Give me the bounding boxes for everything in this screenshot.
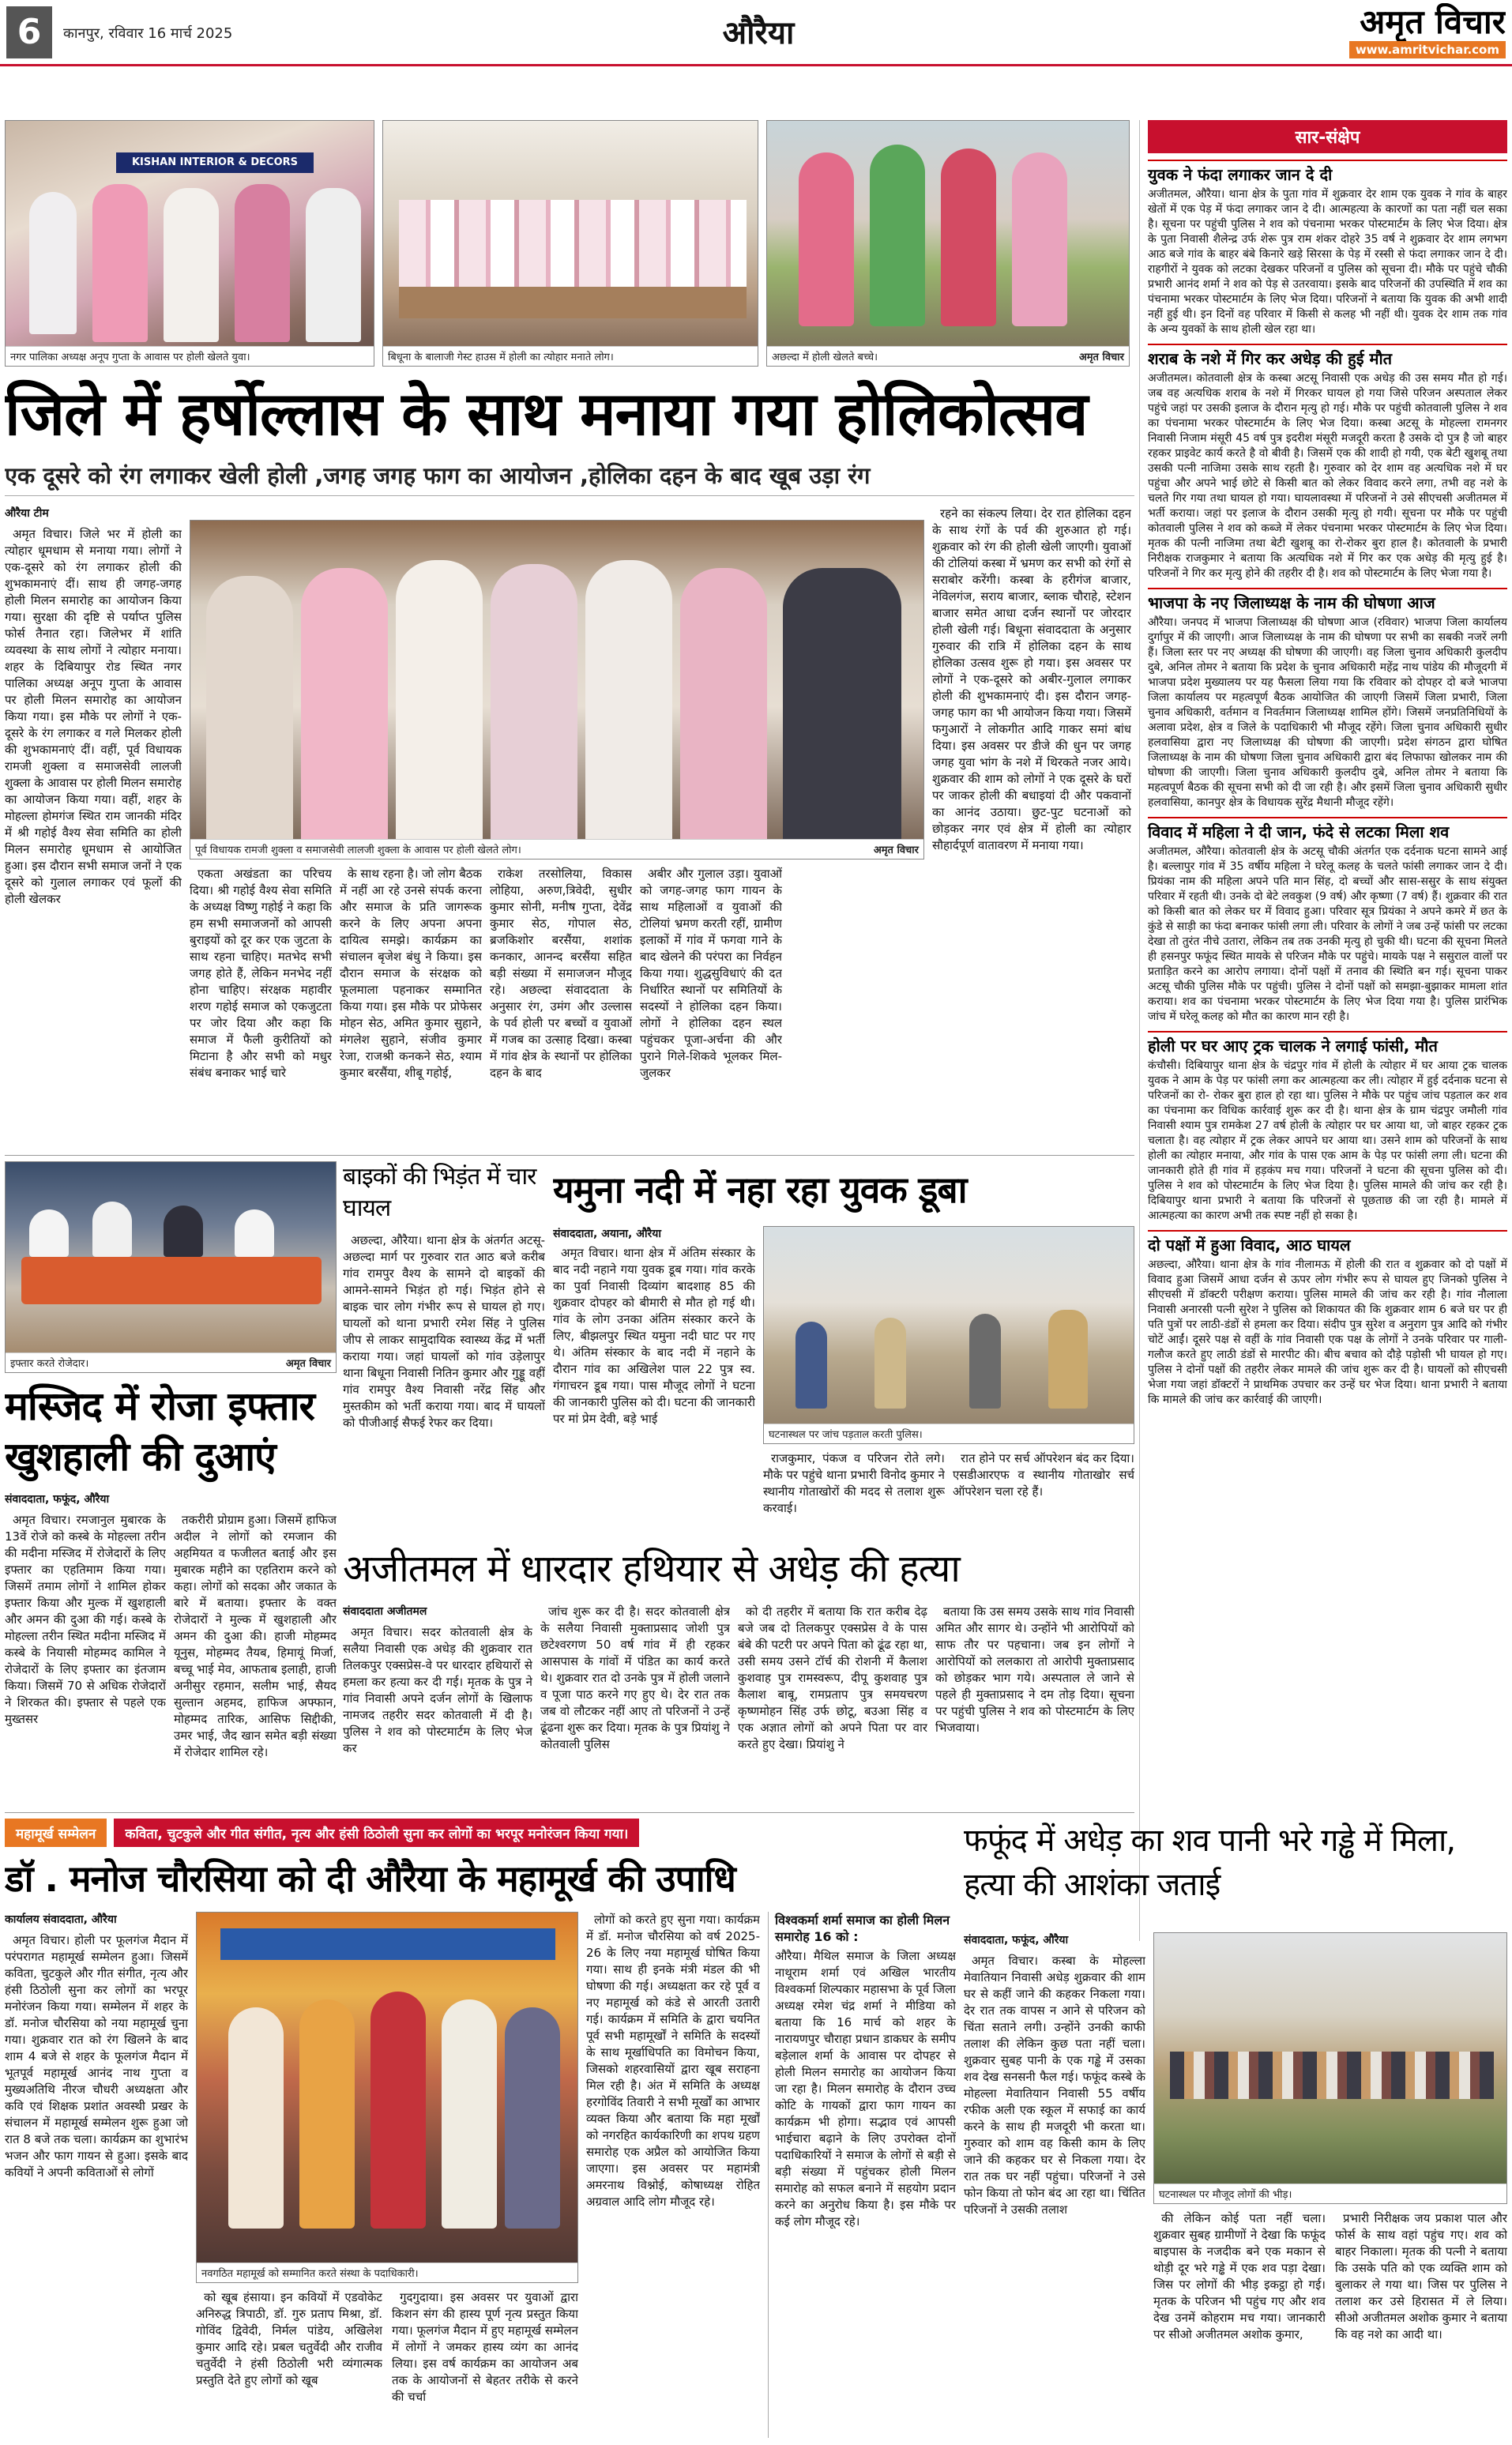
shop-sign: KISHAN INTERIOR & DECORS xyxy=(116,152,314,173)
murder-headline: अजीतमल में धारदार हथियार से अधेड़ की हत्या xyxy=(343,1547,960,1591)
photo-caption: घटनास्थल पर मौजूद लोगों की भीड़। xyxy=(1154,2184,1506,2203)
yamuna-col-1: अमृत विचार। थाना क्षेत्र में अंतिम संस्कार के बाद नदी नहाने गया युवक डूब गया। गांव करके का पुर्वा निवासी दिव्यांग बादशाह 85 की शुक्रवार दोपहर को बीमारी से मौत हो गई थी। गांव के लोग उनका अंतिम संस्कार करने के लिए, बीझलपुर स्थित यमुना नदी घाट पर गए थे। अंतिम संस्कार के बाद नदी में नहाने के दौरान गांव का अखिलेश पाल 22 पुत्र स्व. गंगाचरन डूब गया। पास मौजूद लोगों ने घटना की जानकारी पुलिस को दी। घटना की जानकारी पर मां प्रेम देवी, बड़े भाई xyxy=(553,1246,755,1426)
brand-url: www.amritvichar.com xyxy=(1349,41,1506,58)
murder-col-4: बताया कि उस समय उसके साथ गांव निवासी अमित और सागर थे। उन्होंने भी आरोपियों को साफ तौर पर पहचाना। जब इन लोगों ने आरोपियों को ललकारा तो आरोपी मुक्ताप्रसाद को छोड़कर भाग गये। अस्पताल ले जाने से पहले ही मुक्ताप्रसाद ने दम तोड़ दिया। सूचना पर पहुंची पुलिस ने शव को पोस्टमार्टम के लिए भिजवाया। xyxy=(935,1604,1134,1735)
photo-achhalda-children xyxy=(766,120,1130,367)
brief-headline: भाजपा के नए जिलाध्यक्ष के नाम की घोषणा आज xyxy=(1148,588,1507,612)
brief-body: औरैया। जनपद में भाजपा जिलाध्यक्ष की घोषणा आज (रविवार) भाजपा जिला कार्यालय दुर्गापुर में की जाएगी। आज जिलाध्यक्ष के नाम की घोषणा पर सभी का सबकी नजरें लगी हैं। जिला स्तर पर नए अध्यक्ष की घोषणा की जाएगी। वह जिला चुनाव अधिकारी कुलदीप दुबे, अनिल तोमर ने बताया कि प्रदेश के चुनाव अधिकारी महेंद्र नाथ पांडेय की मौजूदगी में भाजपा प्रदेश मुख्यालय पर यह फैसला लिया गया कि रविवार को दोपहर दो बजे भाजपा जिला कार्यालय पर महत्वपूर्ण बैठक आयोजित की जाएगी जिसमें जिला प्रभारी, जिला चुनाव अधिकारी, वर्तमान व निवर्तमान जिलाध्यक्ष शामिल होंगे। जिसमें जनप्रतिनिधियों के अलावा प्रदेश, क्षेत्र व जिले के पदाधिकारी भी मौजूद रहेंगे। जिला चुनाव अधिकारी सुधीर हलवासिया द्वारा नए जिलाध्यक्ष की घोषणा की जाएगी। प्रदेश संगठन द्वारा घोषित जिलाध्यक्ष के नाम की घोषणा जिला चुनाव अधिकारी द्वारा बंद लिफाफा खोलकर नाम की घोषणा की जाएगी। जिला चुनाव अधिकारी कुलदीप दुबे, अनिल तोमर ने बताया कि महत्वपूर्ण बैठक की सूचना सभी को दी जा रही है। और इसमें जिला चुनाव अधिकारी सुधीर हलवासिया, कानपुर क्षेत्र के विधायक सुरेंद्र मैथानी मौजूद रहेंगे। xyxy=(1148,616,1507,809)
divider xyxy=(5,1155,1134,1156)
phaphund-dateline: संवाददाता, फफूंद, औरैया xyxy=(964,1934,1069,1947)
phaphund-col-2: की लेकिन कोई पता नहीं चला। शुक्रवार सुबह ग्रामीणों ने देखा कि फफूंद बाइपास के नजदीक बने एक मकान से थोड़ी दूर भरे गड्ढे में एक शव पड़ा देखा। जिस पर लोगों की भीड़ इकट्ठा हो गई। मृतक के परिजन भी पहुंच गए और शव देख उनमें कोहराम मच गया। जानकारी पर सीओ अजीतमल अशोक कुमार, xyxy=(1153,2211,1326,2342)
brief-body: अजीतमल, औरैया। थाना क्षेत्र के पुता गांव में शुक्रवार देर शाम एक युवक ने गांव के बाहर खेतों में एक पेड़ में फंदा लगाकर जान दे दी। आत्महत्या के कारणों का पता नहीं चल सका है। सूचना पर पहुंची पुलिस ने शव को पंचनामा भरकर पोस्टमार्टम के लिए भेज दिया। क्षेत्र के पुता निवासी शैलेन्द्र उर्फ शेरू पुत्र राम शंकर दोहरे 35 वर्ष ने शुक्रवार देर शाम लगभग आठ बजे गांव के बाहर बंबे किनारे खड़े सिरसा के पेड़ में रस्सी से फंदा लगाकर जान दे दी। राहगीरों ने युवक को लटका देखकर परिजनों व पुलिस को सूचना दी। मौके पर पहुंचे चौकी प्रभारी आनंद शर्मा ने शव को पेड़ से उतरवाया। इसके बाद परिजनों की उपस्थिति में शव का पंचनामा भरकर पोस्टमार्टम के लिए भेज दिया। परिजनों ने बताया कि युवक की अभी शादी नहीं हुई थी। इन दिनों वह परिवार में किसी से कलह भी नहीं थी। युवक देर शाम तक गांव के अन्य युवकों के साथ होली खेल रहा था। xyxy=(1148,188,1507,336)
main-subhead: एक दूसरे को रंग लगाकर खेली होली ,जगह जगह फाग का आयोजन ,होलिका दहन के बाद खूब उड़ा रंग xyxy=(5,460,1134,496)
iftar-headline: मस्जिद में रोजा इफ्तार खुशहाली की दुआएं xyxy=(5,1383,314,1480)
main-col-4: राकेश तरसोलिया, विकास लोहिया, अरुण,त्रिवेदी, सुधीर कुमार सोनी, मनीष गुप्ता, देवेंद्र कुमार सेठ, गोपाल सेठ, ब्रजकिशोर बरसैंया, शशांक कनकार, आनन्द बरसैंया सहित बड़ी संख्या में समाजजन मौजूद रहे। अछल्दा संवाददाता के अनुसार रंग, उमंग और उल्लास के पर्व होली पर बच्चों व युवाओं में गजब का उत्साह दिखा। कस्बा में गांव क्षेत्र के स्थानों पर होलिका दहन के बाद xyxy=(490,867,632,1080)
brief-headline: शराब के नशे में गिर कर अधेड़ की हुई मौत xyxy=(1148,344,1507,368)
brief-item xyxy=(1148,344,1507,581)
main-headline: जिले में हर्षोल्लास के साथ मनाया गया होलिकोत्सव xyxy=(5,378,1088,449)
kicker-bar xyxy=(5,1819,956,1847)
main-byline: औरैया टीम xyxy=(5,507,49,520)
brief-item xyxy=(1148,160,1507,337)
brief-item xyxy=(1148,1031,1507,1224)
photo-phaphund xyxy=(1153,1932,1507,2204)
photo-caption xyxy=(190,839,923,859)
page-number: 6 xyxy=(6,6,52,58)
bike-text: अछल्दा, औरैया। थाना क्षेत्र के अंतर्गत अटसू-अछल्दा मार्ग पर गुरुवार रात आठ बजे करीब गांव रामपुर वैश्य के सामने दो बाइकों की आमने-सामने भिड़ंत हो गई। भिड़ंत होने से बाइक चार लोग गंभीर रूप से घायल हो गए। घायलों को थाना प्रभारी रमेश सिंह ने पुलिस जीप से लाकर सामुदायिक स्वास्थ्य केंद्र में भर्ती कराया गया। जहां घायलों को गांव उड़ेलापुर थाना बिधूना निवासी नितिन कुमार और गुड्डू वहीं गांव रामपुर वैश्य निवासी नरेंद्र सिंह और मुस्तकीम को भर्ती कराया गया। बाद में घायलों को पीजीआई सैफई रेफर कर दिया। xyxy=(343,1233,545,1430)
photo-yamuna xyxy=(763,1226,1134,1444)
date-line: कानपुर, रविवार 16 मार्च 2025 xyxy=(63,25,233,42)
photo-credit: अमृत विचार xyxy=(873,844,919,856)
phaphund-headline: फफूंद में अधेड़ का शव पानी भरे गड्ढे में मिला, हत्या की आशंका जताई xyxy=(964,1822,1456,1903)
main-col-5: अबीर और गुलाल उड़ा। युवाओं को जगह-जगह फाग गायन के साथ महिलाओं व युवाओं की टोलियां भ्रमण करती रहीं, ग्रामीण इलाकों में गांव में फगवा गाने के बाद खेलने की परंपरा का निर्वहन किया गया। शुद्धसुविधाएं की दत निर्धारित स्थानों पर समितियों के सदस्यों ने होलिका दहन किया। लोगों ने होलिका दहन स्थल पहुंचकर पूजा-अर्चना की और पुराने गिले-शिकवे भूलकर मिल-जुलकर xyxy=(640,867,782,1080)
section-title: औरैया xyxy=(722,15,795,51)
main-col-3: के साथ रहना है। जो लोग बैठक में नहीं आ रहे उनसे संपर्क करना और समाज के प्रति जागरूक करने के लिए अपना अपना दायित्व समझे। कार्यक्रम का संचालन बृजेश बंधु ने किया। इस दौरान समाज के संरक्षक को फूलमाला पहनाकर सम्मानित किया गया। इस मौके पर प्रोफेसर मोहन सेठ, अमित कुमार सुहाने, मंगलेश सुहाने, संजीव कुमार रेजा, राजश्री कनकने सेठ, श्याम कुमार बरसैंया, शीबू गहोई, xyxy=(340,867,482,1080)
brief-item xyxy=(1148,817,1507,1025)
brief-body: कंचौसी। दिबियापुर थाना क्षेत्र के चंद्रपुर गांव में होली के त्योहार में घर आया ट्रक चालक युवक ने आम के पेड़ पर फांसी लगा कर आत्महत्या कर ली। त्योहार में हुई दर्दनाक घटना से परिजनों का रो- रोकर बुरा हाल हो रहा था। पुलिस ने मौके पर पहुंच जांच पड़ताल कर शव का पंचनामा कर विधिक कार्रवाई शुरू कर दी है। थाना क्षेत्र के ग्राम चंद्रपुर जमौली गांव निवासी श्याम पुत्र रामकेश 27 वर्ष होली के त्योहार पर घर आया था, जो बाहर रहकर ट्रक चलाता है। वह त्योहार में ट्रक लेकर आपने घर आया था। उसने शाम को परिजनों के साथ होली का त्योहार मनाया, और गांव के पास एक आम के पेड़ पर फांसी लगा ली। घटना की जानकारी होते ही गांव में हड़कंप मच गया। परिजनों ने घटना की सूचना पुलिस को दी। पुलिस ने शव को पोस्टमार्टम के लिए भेज दिया है। पुलिस मामले की जांच कर रही है। दिबियापुर थाना प्रभारी ने बताया कि परिजनों से पूछताछ की जा रही है। मामले में आत्महत्या का कारण अभी तक स्पष्ट नहीं हो सका है। xyxy=(1148,1059,1507,1222)
main-col-1: अमृत विचार। जिले भर में होली का त्योहार धूमधाम से मनाया गया। लोगों ने एक-दूसरे को रंग लगाकर होली की शुभकामनाएं दीं। साथ ही जगह-जगह होली मिलन समारोह का आयोजन किया गया। सुरक्षा की दृष्टि से पर्याप्त पुलिस फोर्स तैनात रहा। जिलेभर में शांति व्यवस्था के साथ लोगों ने त्योहार मनाया। शहर के दिबियापुर रोड स्थित नगर पालिका अध्यक्ष अनूप गुप्ता के आवास पर होली मिलन समारोह का आयोजन किया गया। इस मौके पर लोगों ने एक-दूसरे के रंग लगाकर व गले मिलकर होली की शुभकामनाएं दीं। वहीं, पूर्व विधायक रामजी शुक्ला व समाजसेवी लालजी शुक्ला के आवास पर होली मिलन समारोह का आयोजन किया गया। वहीं, शहर के मोहल्ला होमगंज स्थित राम जानकी मंदिर में श्री गहोई वैश्य सेवा समिति का होली मिलन समारोह धूमधाम से आयोजित हुआ। इस दौरान सभी समाज जनों ने एक दूसरे को गुलाल लगाकर एवं फूलों की होली खेलकर xyxy=(5,527,182,906)
bike-headline: बाइकों की भिड़ंत में चार घायल xyxy=(343,1163,536,1222)
iftar-dateline: संवाददाता, फफूंद, औरैया xyxy=(5,1493,110,1506)
kicker-label: महामूर्ख सम्मेलन xyxy=(5,1819,107,1847)
kavi-dateline: कार्यालय संवाददाता, औरैया xyxy=(5,1913,117,1926)
phaphund-col-1: अमृत विचार। कस्बा के मोहल्ला मेवातियान निवासी अधेड़ शुक्रवार की शाम घर से कहीं जाने की कहकर निकला गया। देर रात तक वापस न आने से परिजन को चिंता सताने लगी। उन्होंने उनकी काफी तलाश की लेकिन कुछ पता नहीं चला। शुक्रवार सुबह पानी के एक गड्ढे में उसका शव देख सनसनी फैल गई। फफूंद कस्बे के मोहल्ला मेवातियान निवासी 55 वर्षीय रफीक अली एक स्कूल में सफाई का कार्य करने के साथ ही मजदूरी भी करता था। गुरुवार को शाम वह किसी काम के लिए जाने की कहकर घर से निकला गया। देर रात तक घर नहीं पहुंचा। परिजनों ने उसे फोन किया तो फोन बंद आ रहा था। चिंतित परिजनों ने उसकी तलाश xyxy=(964,1954,1145,2217)
brand-name: अमृत विचार xyxy=(1360,3,1506,41)
brief-body: अछल्दा, औरैया। थाना क्षेत्र के गांव नीलामऊ में होली की रात व शुक्रवार को दो पक्षों में विवाद हुआ जिसमें आधा दर्जन से ऊपर लोग गंभीर रूप से घायल हुए जिनको पुलिस ने सीएचसी में डॉक्टरी परीक्षण कराया। पुलिस मामले की जांच कर रही है। गांव नौलाला निवासी अनारसी पत्नी सुरेश ने पुलिस को शिकायत की कि शुक्रवार शाम 6 बजे घर पर ही पति पुत्रों पर लाठी-डंडों से हमला कर दिया। संदीप पुत्र सुरेश व अनुराग पुत्र आदि को गंभीर चोटें आईं। दूसरे पक्ष से वहीं के गांव निवासी एक पक्ष के लोगों ने उनके परिवार पर गाली-गलौज करते हुए लाठी डंडों से मारपीट की। बीच बचाव को दौड़े पड़ोसी भी घायल हो गए। पुलिस ने दोनों पक्षों की तहरीर लेकर मामले की जांच शुरू कर दी है। घायलों को सीएचसी भेजा गया जहां डॉक्टरों ने प्राथमिक उपचार कर उन्हें घर भेज दिया। थाना प्रभारी ने बताया कि मामले की जांच कर कार्रवाई की जाएगी। xyxy=(1148,1258,1507,1406)
photo-caption: नगर पालिका अध्यक्ष अनूप गुप्ता के आवास पर होली खेलते युवा। xyxy=(6,346,374,366)
photo-credit: अमृत विचार xyxy=(1078,352,1124,363)
main-col-2: एकता अखंडता का परिचय दिया। श्री गहोई वैश्य सेवा समिति के अध्यक्ष विष्णु गहोई ने कहा कि हम सभी समाजजनों को आपसी बुराइयों को दूर कर एक जुटता के साथ रहना चाहिए। मतभेद सभी जगह होते हैं, लेकिन मनभेद नहीं होना चाहिए। संरक्षक महावीर शरण गहोई समाज को एकजुटता पर जोर दिया और कहा कि समाज में फैली कुरीतियों को मिटाना है और सभी को मधुर संबंध बनाकर भाई चारे xyxy=(190,867,332,1080)
kicker-text: कविता, चुटकुले और गीत संगीत, नृत्य और हंसी ठिठोली सुना कर लोगों का भरपूर मनोरंजन किया गया। xyxy=(114,1819,639,1847)
brief-headline: दो पक्षों में हुआ विवाद, आठ घायल xyxy=(1148,1230,1507,1254)
kavi-col-1: अमृत विचार। होली पर फूलगंज मैदान में परंपरागत महामूर्ख सम्मेलन हुआ। जिसमें कविता, चुटकुले और गीत संगीत, नृत्य और हंसी ठिठोली सुना कर लोगों का भरपूर मनोरंजन किया गया। सम्मेलन में शहर के डॉ. मनोज चौरसिया को नया महामूर्ख चुना गया। शुक्रवार रात को रंग खिलने के बाद शाम 4 बजे से शहर के फूलगंज मैदान में भूतपूर्व महामूर्ख आनंद नाथ गुप्ता व मुख्यअतिथि नीरज चौधरी अध्यक्षता और कवि एवं शिक्षक प्रशांत अवस्थी प्रखर के संचालन में महामूर्ख सम्मेलन शुरू हुआ जो रात 8 बजे तक चला। कार्यक्रम का शुभारंभ भजन और फाग गायन से हुआ। इसके बाद कवियों ने अपनी कविताओं से लोगों xyxy=(5,1933,188,2180)
sidebar-title: सार-संक्षेप xyxy=(1148,120,1507,153)
kavi-col-3: गुदगुदाया। इस अवसर पर युवाओं द्वारा किशन संग की हास्य पूर्ण नृत्य प्रस्तुत किया गया। फूलगंज मैदान में हुए महामूर्ख सम्मेलन में लोगों ने जमकर हास्य व्यंग का आनंद लिया। इस वर्ष कार्यक्रम का आयोजन अब तक के आयोजनों से बेहतर तरीके से करने की चर्चा xyxy=(392,2290,578,2404)
photo-caption: घटनास्थल पर जांच पड़ताल करती पुलिस। xyxy=(764,1424,1134,1443)
murder-dateline: संवाददाता अजीतमल xyxy=(343,1605,427,1618)
sidebar-briefs xyxy=(1139,120,1507,1941)
photo-credit: अमृत विचार xyxy=(285,1358,331,1370)
photo-mahamurkh xyxy=(196,1912,578,2283)
brief-headline: विवाद में महिला ने दी जान, फंदे से लटका मिला शव xyxy=(1148,817,1507,841)
brief-headline: होली पर घर आए ट्रक चालक ने लगाई फांसी, मौत xyxy=(1148,1031,1507,1055)
iftar-col-1: अमृत विचार। रमजानुल मुबारक के 13वें रोजे को कस्बे के मोहल्ला तरीन की मदीना मस्जिद में रोजेदारों के लिए इफ्तार का एहतिमाम किया गया। जिसमें तमाम लोगों ने शामिल होकर इफ्तार किया और मुल्क में खुशहाली और अमन की दुआ की गई। कस्बे के मोहल्ला तरीन स्थित मदीना मस्जिद में कस्बे के नियासी मोहम्मद कामिल ने रोजेदारों के लिए इफ्तार का इंतजाम किया। जिसमें 70 से अधिक रोजेदारों ने शिरकत की। इफ्तार से पहले एक मुख्तसर xyxy=(5,1513,166,1726)
caption-text: अछल्दा में होली खेलते बच्चे। xyxy=(772,352,878,363)
kavi-headline: डॉ . मनोज चौरसिया को दी औरैया के महामूर्ख की उपाधि xyxy=(5,1857,735,1900)
phaphund-col-3: प्रभारी निरीक्षक जय प्रकाश पाल और फोर्स के साथ वहां पहुंच गए। शव को बाहर निकाला। मृतक की पत्नी ने बताया कि उसके पति को एक व्यक्ति शाम को बुलाकर ले गया था। जिस पर पुलिस ने तलाश कर उसे हिरासत में ले लिया। सीओ अजीतमल अशोक कुमार ने बताया कि वह नशे का आदी था। xyxy=(1335,2211,1507,2342)
brief-body: अजीतमल। कोतवाली क्षेत्र के कस्बा अटसू निवासी एक अधेड़ की उस समय मौत हो गई। जब वह अत्यधिक शराब के नशे में गिरकर घायल हो गया जिसे परिजन अस्पताल लेकर पहुंचे जहां पर उसकी इलाज के दौरान मृत्यु हो गई। मौके पर पहुंची कोतवाली पुलिस ने शव का पंचनामा भरकर पोस्टमार्टम के लिए भेज दिया। कस्बा अटसू के मोहल्ला रामनगर निवासी निजाम मंसूरी 45 वर्ष पुत्र इदरीश मंसूरी मजदूरी करता है उसके दो पुत्र है जो बाहर रहकर प्राइवेट कार्य करते है वो बीवी है। जिसमें एक की शादी हो गयी, एक बेटी खुशबू तथा उसकी पत्नी नाजिमा उसके साथ रहती है। गुरुवार को देर शाम वह अत्यधिक नशे में घर पहुंचा और अपने भाई छोटे से किसी बात को लेकर विवाद करने लगा, तभी वह नशे के चलते गिर गया तथा घायल हो गया। घायलावस्था में परिजनों ने उसे सीएचसी अजीतमल में भर्ती कराया। जहां पर इलाज के दौरान उसकी मृत्यु हो गयी। सूचना पर मौके पर पहुंची कोतवाली पुलिस ने शव को कब्जे में लेकर पंचनामा भरकर पोस्टमार्टम के लिए भेज दिया। मृतक की पत्नी नाजिमा तथा बेटी खुशबू का रो-रोकर बुरा हाल है। कोतवाली के प्रभारी निरीक्षक राजकुमार ने बताया कि अत्यधिक नशे में गिर कर एक अधेड़ की मृत्यु हुई है। परिजनों ने गिर कर मृत्यु होने की तहरीर दी है। शव को पोस्टमार्टम के लिए भेजा गया है। xyxy=(1148,372,1507,580)
brief-body: अजीतमल, औरैया। कोतवाली क्षेत्र के अटसू चौकी अंतर्गत एक दर्दनाक घटना सामने आई है। बल्लापुर गांव में 35 वर्षीय महिला ने घरेलू कलह के चलते फांसी लगाकर जान दे दी। प्रियंका नाम की महिला अपने पति मान सिंह, दो बच्चों और सास-ससुर के साथ संयुक्त परिवार में रहती थी। उनके दो बेटे लवकुश (9 वर्ष) और कृष्णा (7 वर्ष) हैं। शुक्रवार की रात को किसी बात को लेकर घर में विवाद हुआ। परिवार सूत्र प्रियंका ने अपने कमरे में छत के कुंडे से साड़ी का फंदा बनाकर फांसी लगा ली। परिवार के लोगों ने जब उन्हें फांसी पर लटका देखा तो तुरंत नीचे उतारा, लेकिन तब तक उनकी मृत्यु हो चुकी थी। घटना की सूचना मिलते ही हसनपुर फफूंद स्थित मायके से परिजन मौके पर पहुंचे। मायके पक्ष ने ससुराल वालों पर प्रताड़ित करने का आरोप लगाया। दोनों पक्षों में तनाव की स्थिति बन गई। सूचना पाकर अटसू चौकी पुलिस मौके पर पहुंची। पुलिस ने दोनों पक्षों को समझा-बुझाकर मामला शांत कराया। शव का पंचनामा भरकर पोस्टमार्टम के लिए भेज दिया गया है। पुलिस प्रारंभिक जांच में घरेलू कलह को मौत का कारण मान रही है। xyxy=(1148,845,1507,1023)
murder-col-1: अमृत विचार। सदर कोतवाली क्षेत्र के सलैया निवासी एक अधेड़ की शुक्रवार रात तिलकपुर एक्सप्रेस-वे पर धारदार हथियारों से हमला कर हत्या कर दी गई। मृतक के पुत्र ने गांव निवासी अपने दर्जन लोगों के खिलाफ नामजद तहरीर सदर कोतवाली में दी है। पुलिस ने शव को पोस्टमार्टम के लिए भेज कर xyxy=(343,1625,532,1755)
photo-nagar-palika xyxy=(5,120,374,367)
caption-text: पूर्व विधायक रामजी शुक्ला व समाजसेवी लालजी शुक्ला के आवास पर होली खेलते लोग। xyxy=(195,844,521,856)
photo-iftar xyxy=(5,1161,337,1373)
yamuna-headline: यमुना नदी में नहा रहा युवक डूबा xyxy=(553,1168,967,1211)
photo-bidhuna-guest-house xyxy=(382,120,758,367)
photo-caption xyxy=(6,1352,336,1372)
murder-col-2: जांच शुरू कर दी है। सदर कोतवाली क्षेत्र के सलैया निवासी मुक्ताप्रसाद जोशी पुत्र छटेश्वरगण 50 वर्ष गांव में ही रहकर आसपास के गांवों में पंडित का कार्य करते थे। शुक्रवार रात दो उनके पुत्र में होली जलाने व पूजा पाठ करने गए हुए थे। देर रात तक जब वो लौटकर नहीं आए तो परिजनों ने उन्हें ढूंढना शुरू कर दिया। मृतक के पुत्र प्रियांशु ने कोतवाली पुलिस xyxy=(540,1604,730,1751)
photo-caption xyxy=(767,346,1129,366)
divider xyxy=(5,1812,1134,1813)
brief-item xyxy=(1148,1230,1507,1408)
yamuna-col-3: रात होने पर सर्च ऑपरेशन बंद कर दिया। एसडीआरएफ व स्थानीय गोताखोर सर्च ऑपरेशन चला रहे हैं। xyxy=(953,1451,1134,1499)
vishwakarma-box xyxy=(768,1912,956,2438)
brief-headline: युवक ने फंदा लगाकर जान दे दी xyxy=(1148,160,1507,184)
iftar-col-2: तकरीरी प्रोग्राम हुआ। जिसमें हाफिज अदील ने लोगों को रमजान की अहमियत व फजीलत बताई और इस मुबारक महीने का एहतिराम करने को कहा। लोगों को सदका और जकात के बारे में बताया। इफ्तार के वक्त रोजेदारों ने मुल्क में खुशहाली और अमन की दुआ की। हाजी मोहम्मद यूनुस, मोहम्मद तैयब, हिमायूं मिर्जा, बच्चू भाई मेव, आफताब इलाही, हाजी अनीसुर रहमान, सलीम भाई, सैयद सुल्तान अहमद, हाफिज अफ्फान, मोहम्मद तारिक, आसिफ सिद्दीकी, उमर भाई, जैद खान समेत बड़ी संख्या में रोजेदार शामिल रहे। xyxy=(174,1513,337,1759)
masthead xyxy=(0,0,1512,66)
kavi-col-4: लोगों को करते हुए सुना गया। कार्यक्रम में डॉ. मनोज चौरसिया को वर्ष 2025-26 के लिए नया महामूर्ख घोषित किया गया। साथ ही इनके मंत्री मंडल की भी घोषणा की गई। अध्यक्षता कर रहे पूर्व व नए महामूर्ख को कंडे से आरती उतारी गई। कार्यक्रम में समिति के द्वारा चयनित पूर्व सभी महामूर्खों ने समिति के सदस्यों के साथ मूर्खाधिपति का विमोचन किया, जिसको शहरवासियों द्वारा खूब सराहना मिल रही है। अंत में समिति के अध्यक्ष हरगोविंद तिवारी ने सभी मूर्खों का आभार व्यक्त किया और बताया कि महा मूर्खों को नगरहित कार्यकारिणी का शपथ ग्रहण समारोह एक अप्रैल को आयोजित किया जाएगा। इस अवसर पर महामंत्री अमरनाथ विश्नोई, कोषाध्यक्ष रोहित अग्रवाल आदि लोग मौजूद रहे। xyxy=(586,1913,760,2209)
brand-logo xyxy=(1288,3,1506,65)
box-text: औरैया। मैथिल समाज के जिला अध्यक्ष नाथूराम शर्मा एवं अखिल भारतीय विश्वकर्मा शिल्पकार महासभा के पूर्व जिला अध्यक्ष रमेश चंद्र शर्मा ने मीडिया को बताया कि 16 मार्च को शहर के नारायणपुर चौराहा प्रधान डाकघर के समीप बड़ेलाल शर्मा के आवास पर दोपहर से होली मिलन समारोह का आयोजन किया जा रहा है। मिलन समारोह के दौरान उच्च कोटि के गायकों द्वारा फाग गायन का कार्यक्रम भी होगा। सद्भाव एवं आपसी भाईचारा बढ़ाने के लिए उपरोक्त दोनों पदाधिकारियों ने समाज के लोगों से बड़ी से बड़ी संख्या में पहुंचकर होली मिलन समारोह को सफल बनाने में सहयोग प्रदान करने का अनुरोध किया है। इस मौके पर कई लोग मौजूद रहे। xyxy=(775,1949,956,2229)
photo-caption: बिधूना के बालाजी गेस्ट हाउस में होली का त्योहार मनाते लोग। xyxy=(383,346,758,366)
kavi-col-2: को खूब हंसाया। इन कवियों में एडवोकेट अनिरुद्ध त्रिपाठी, डॉ. गुरु प्रताप मिश्रा, डॉ. गोविंद द्विवेदी, निर्मल पांडेय, अखिलेश कुमार आदि रहे। प्रबल चतुर्वेदी और राजीव चतुर्वेदी ने हंसी ठिठोली भरी व्यंगात्मक प्रस्तुति देते हुए लोगों को खूब xyxy=(196,2290,382,2387)
yamuna-col-2: राजकुमार, पंकज व परिजन रोते लगे। मौके पर पहुंचे थाना प्रभारी विनोद कुमार ने स्थानीय गोताखोरों की मदद से तलाश शुरू करवाई। xyxy=(763,1451,945,1515)
photo-main-holi xyxy=(190,520,924,860)
caption-text: इफ्तार करते रोजेदार। xyxy=(10,1358,89,1370)
murder-col-3: को दी तहरीर में बताया कि रात करीब देढ़ बजे जब दो तिलकपुर एक्सप्रेस वे के पास बंबे की पटरी पर अपने पिता को ढूंढ रहा था, उसी समय उसने टॉर्च की रोशनी में कैलाश कुशवाह पुत्र रामस्वरूप, दीपू कुशवाह पुत्र कैलाश बाबू, रामप्रताप पुत्र समयचरण कृष्णमोहन सिंह उर्फ छोटू, बउआ सिंह व एक अज्ञात लोगों को अपने पिता पर वार करते हुए देखा। प्रियांशु ने xyxy=(738,1604,927,1751)
brief-item xyxy=(1148,588,1507,811)
main-col-6: रहने का संकल्प लिया। देर रात होलिका दहन के साथ रंगों के पर्व की शुरुआत हो गई। शुक्रवार को रंग की होली खेली जाएगी। युवाओं की टोलियां कस्बा में भ्रमण कर सभी को रंगों से सराबोर करेंगी। कस्बा के हरीगंज बाजार, नेविलगंज, सराय बाजार, ब्लाक चौराहे, स्टेशन बाजार समेत आधा दर्जन स्थानों पर जोरदार होली खेली गई। बिधूना संवाददाता के अनुसार गुरुवार की रात्रि में होलिका दहन के साथ होलिका उत्सव शुरू हो गया। इस अवसर पर लोगों ने एक-दूसरे को अबीर-गुलाल लगाकर होली की शुभकामनाएं दी। इस दौरान जगह-जगह फाग का भी आयोजन किया गया। जिसमें फगुआरों ने लोकगीत आदि गाकर समां बांध दिया। इस अवसर पर डीजे की धुन पर जगह जगह युवा भांग के नशे में थिरकते नजर आये। शुक्रवार की शाम को लोगों ने एक दूसरे के घरों पर जाकर होली की बधाइयां दी और पकवानों का आनंद उठाया। छुट-पुट घटनाओं को छोड़कर नगर एवं क्षेत्र में होली का त्योहार सौहार्दपूर्ण वातावरण में मनाया गया। xyxy=(932,506,1131,852)
box-headline: विश्वकर्मा शर्मा समाज का होली मिलन समारोह 16 को : xyxy=(775,1913,950,1944)
photo-caption: नवगठित महामूर्ख को सम्मानित करते संस्था के पदाधिकारी। xyxy=(197,2263,577,2282)
yamuna-dateline: संवाददाता, अयाना, औरैया xyxy=(553,1228,661,1240)
